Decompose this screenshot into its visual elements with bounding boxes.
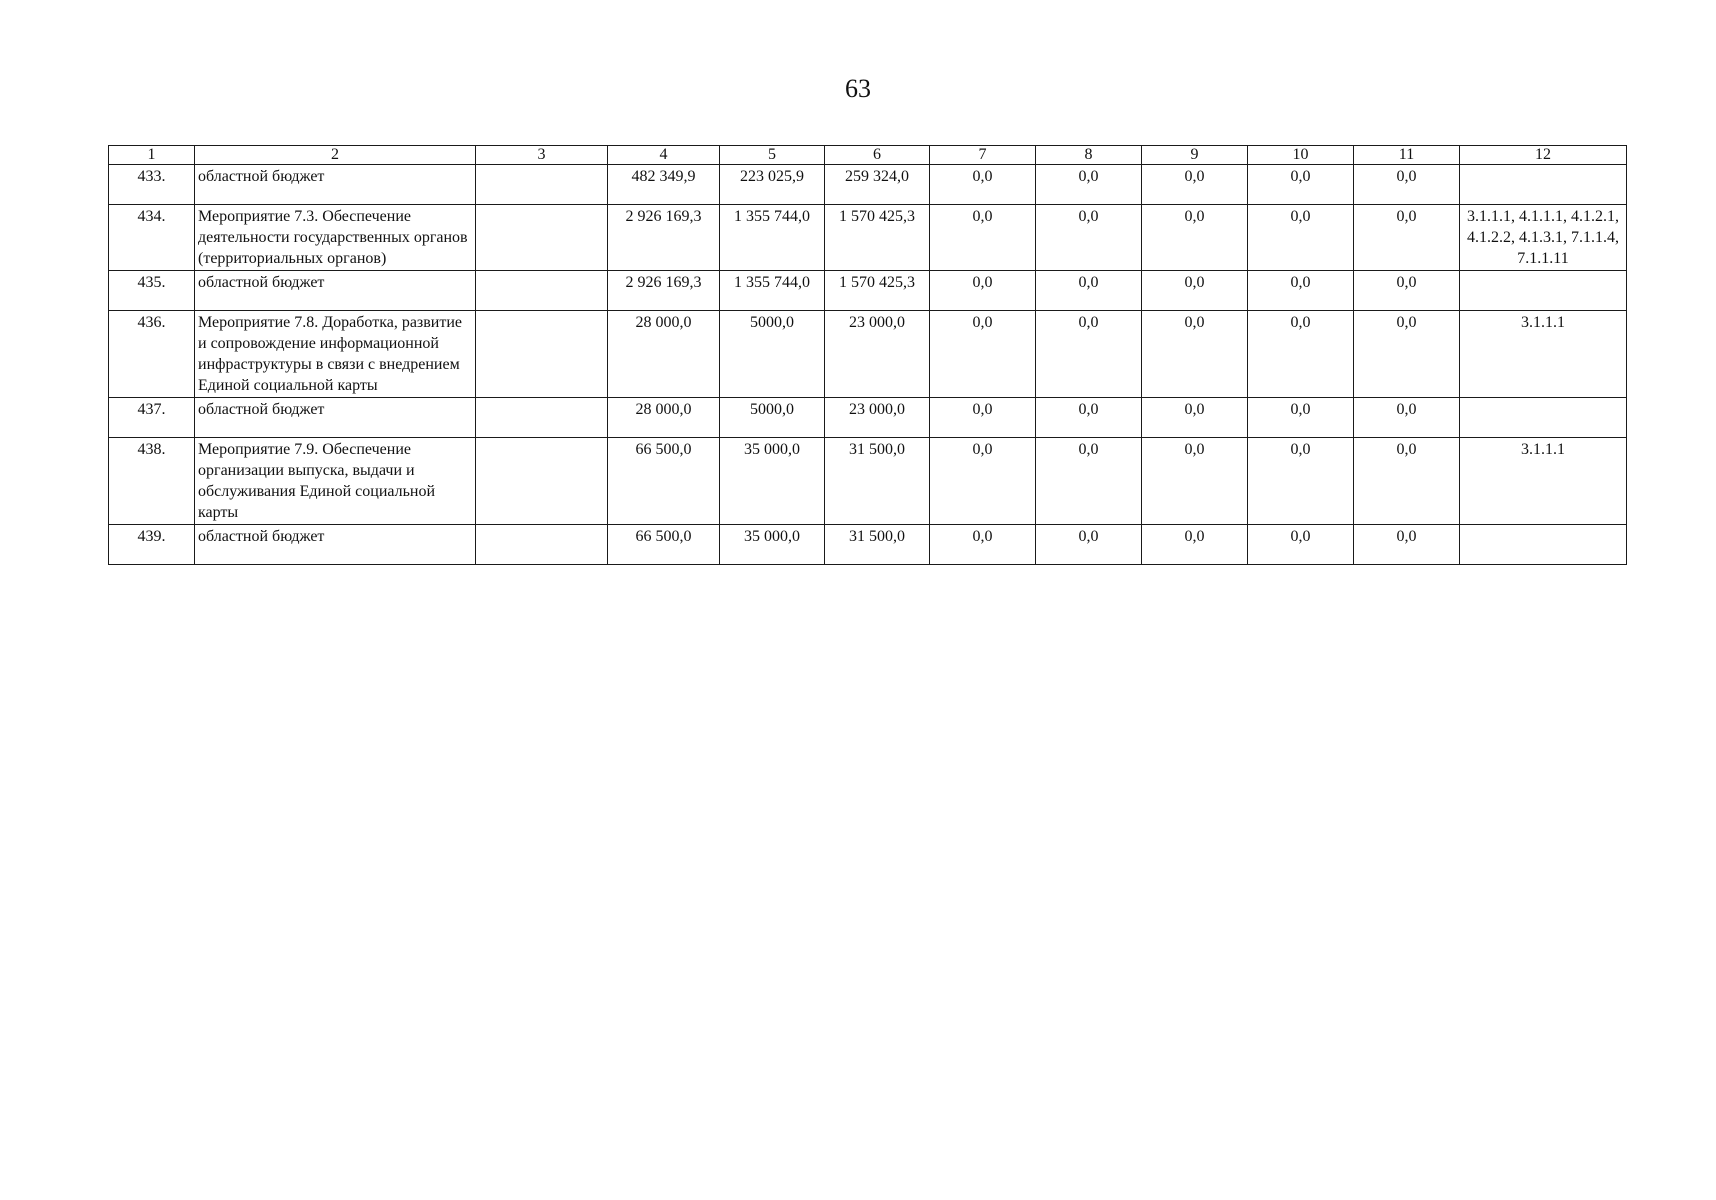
row-col-8: 0,0 <box>1036 165 1142 205</box>
row-codes <box>1460 525 1627 565</box>
row-total: 2 926 169,3 <box>608 205 720 271</box>
row-codes <box>1460 398 1627 438</box>
row-col-9: 0,0 <box>1142 311 1248 398</box>
row-col-7: 0,0 <box>930 271 1036 311</box>
column-header: 12 <box>1460 146 1627 165</box>
row-name: областной бюджет <box>195 165 476 205</box>
row-col-7: 0,0 <box>930 398 1036 438</box>
row-name: областной бюджет <box>195 525 476 565</box>
row-codes <box>1460 165 1627 205</box>
row-col-10: 0,0 <box>1248 205 1354 271</box>
row-col-11: 0,0 <box>1354 398 1460 438</box>
row-name: Мероприятие 7.9. Обеспечение организации выпуска, выдачи и обслуживания Единой социальной карты <box>195 438 476 525</box>
row-col-7: 0,0 <box>930 205 1036 271</box>
row-total: 2 926 169,3 <box>608 271 720 311</box>
row-executor <box>476 525 608 565</box>
row-col-6: 31 500,0 <box>825 525 930 565</box>
budget-table <box>108 145 1627 565</box>
row-total: 66 500,0 <box>608 525 720 565</box>
row-total: 28 000,0 <box>608 311 720 398</box>
row-col-11: 0,0 <box>1354 205 1460 271</box>
row-codes: 3.1.1.1 <box>1460 311 1627 398</box>
row-number: 434. <box>109 205 195 271</box>
row-col-10: 0,0 <box>1248 165 1354 205</box>
row-number: 437. <box>109 398 195 438</box>
table-row <box>109 205 1627 271</box>
row-col-5: 35 000,0 <box>720 525 825 565</box>
row-col-11: 0,0 <box>1354 438 1460 525</box>
column-number-row <box>109 146 1627 165</box>
row-col-5: 1 355 744,0 <box>720 271 825 311</box>
column-header: 10 <box>1248 146 1354 165</box>
row-total: 66 500,0 <box>608 438 720 525</box>
row-col-9: 0,0 <box>1142 398 1248 438</box>
column-header: 5 <box>720 146 825 165</box>
row-col-10: 0,0 <box>1248 398 1354 438</box>
column-header: 1 <box>109 146 195 165</box>
row-col-7: 0,0 <box>930 165 1036 205</box>
row-col-5: 5000,0 <box>720 311 825 398</box>
column-header: 7 <box>930 146 1036 165</box>
row-col-11: 0,0 <box>1354 165 1460 205</box>
table-row <box>109 525 1627 565</box>
row-col-10: 0,0 <box>1248 271 1354 311</box>
row-col-7: 0,0 <box>930 311 1036 398</box>
row-number: 433. <box>109 165 195 205</box>
row-col-8: 0,0 <box>1036 438 1142 525</box>
row-col-5: 1 355 744,0 <box>720 205 825 271</box>
column-header: 3 <box>476 146 608 165</box>
table-row <box>109 311 1627 398</box>
row-col-9: 0,0 <box>1142 165 1248 205</box>
row-codes: 3.1.1.1 <box>1460 438 1627 525</box>
row-col-9: 0,0 <box>1142 525 1248 565</box>
column-header: 6 <box>825 146 930 165</box>
row-col-11: 0,0 <box>1354 271 1460 311</box>
row-executor <box>476 398 608 438</box>
row-col-6: 23 000,0 <box>825 311 930 398</box>
column-header: 4 <box>608 146 720 165</box>
row-col-9: 0,0 <box>1142 205 1248 271</box>
row-col-11: 0,0 <box>1354 311 1460 398</box>
row-codes: 3.1.1.1, 4.1.1.1, 4.1.2.1, 4.1.2.2, 4.1.3.1, 7.1.1.4, 7.1.1.11 <box>1460 205 1627 271</box>
row-col-8: 0,0 <box>1036 271 1142 311</box>
row-col-5: 223 025,9 <box>720 165 825 205</box>
row-col-8: 0,0 <box>1036 311 1142 398</box>
row-col-5: 35 000,0 <box>720 438 825 525</box>
column-header: 8 <box>1036 146 1142 165</box>
row-executor <box>476 165 608 205</box>
row-executor <box>476 438 608 525</box>
row-executor <box>476 311 608 398</box>
row-number: 439. <box>109 525 195 565</box>
row-col-11: 0,0 <box>1354 525 1460 565</box>
row-codes <box>1460 271 1627 311</box>
row-col-6: 1 570 425,3 <box>825 205 930 271</box>
row-col-6: 31 500,0 <box>825 438 930 525</box>
table-row <box>109 438 1627 525</box>
table-row <box>109 271 1627 311</box>
row-col-8: 0,0 <box>1036 525 1142 565</box>
row-col-9: 0,0 <box>1142 271 1248 311</box>
row-col-8: 0,0 <box>1036 205 1142 271</box>
row-total: 482 349,9 <box>608 165 720 205</box>
row-name: областной бюджет <box>195 398 476 438</box>
row-col-10: 0,0 <box>1248 438 1354 525</box>
row-name: Мероприятие 7.3. Обеспечение деятельности государственных органов (территориальных органов) <box>195 205 476 271</box>
row-number: 438. <box>109 438 195 525</box>
row-col-10: 0,0 <box>1248 525 1354 565</box>
table-row <box>109 165 1627 205</box>
row-col-7: 0,0 <box>930 525 1036 565</box>
column-header: 9 <box>1142 146 1248 165</box>
row-total: 28 000,0 <box>608 398 720 438</box>
row-col-6: 23 000,0 <box>825 398 930 438</box>
row-executor <box>476 271 608 311</box>
row-number: 435. <box>109 271 195 311</box>
row-col-10: 0,0 <box>1248 311 1354 398</box>
row-col-9: 0,0 <box>1142 438 1248 525</box>
page-number: 63 <box>845 74 871 103</box>
row-number: 436. <box>109 311 195 398</box>
row-col-8: 0,0 <box>1036 398 1142 438</box>
column-header: 2 <box>195 146 476 165</box>
column-header: 11 <box>1354 146 1460 165</box>
table-row <box>109 398 1627 438</box>
row-col-5: 5000,0 <box>720 398 825 438</box>
row-executor <box>476 205 608 271</box>
row-name: Мероприятие 7.8. Доработка, развитие и сопровождение информационной инфраструктуры в связи с внедрением Единой социальной карты <box>195 311 476 398</box>
row-col-7: 0,0 <box>930 438 1036 525</box>
row-name: областной бюджет <box>195 271 476 311</box>
row-col-6: 1 570 425,3 <box>825 271 930 311</box>
row-col-6: 259 324,0 <box>825 165 930 205</box>
